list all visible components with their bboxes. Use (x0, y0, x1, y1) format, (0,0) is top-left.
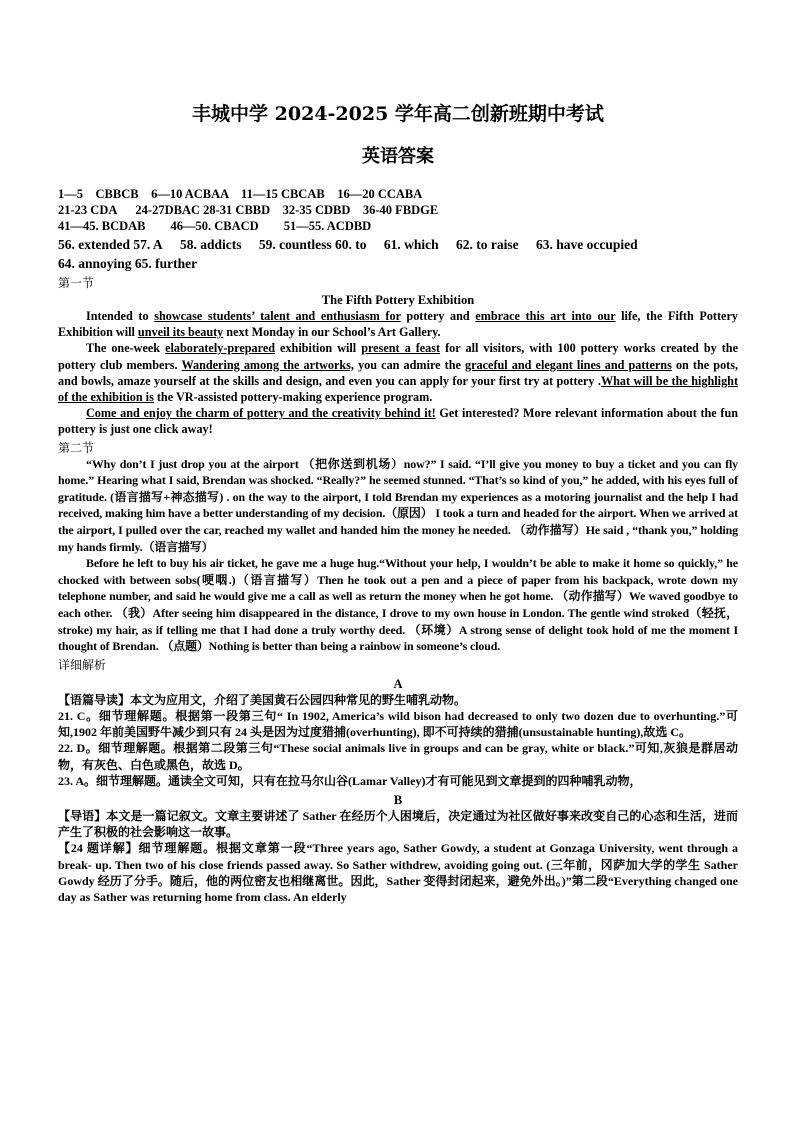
answer-document (58, 100, 738, 905)
answer-key-row: 41—45. BCDAB 46—50. CBACD 51—55. ACDBD (58, 219, 372, 233)
question-explanation: 21. C。细节理解题。根据第一段第三句“ In 1902, America’s wild bison had decreased to only two dozen due to overhunting.”可知,1902 年前美国野牛减少到只有 24 头是因为过度猎捕(overhunting), 即不可持续的猎捕(unsustainable hunting),故选 C。 (58, 708, 738, 740)
page-title: 丰城中学 2024-2025 学年高二创新班期中考试 (192, 103, 604, 125)
answer-key-row: 1—5 CBBCB 6—10 ACBAA 11—15 CBCAB 16—20 CCABA (58, 187, 423, 201)
fill-in-item: 63. have occupied (536, 237, 638, 252)
answer-key-row: 21-23 CDA 24-27DBAC 28-31 CBBD 32-35 CDBD 36-40 FBDGE (58, 203, 439, 217)
fill-in-item: 56. extended 57. A (58, 237, 163, 252)
reading-guide: 【导语】本文是一篇记叙文。文章主要讲述了 Sather 在经历个人困境后，决定通过为社区做好事来改变自己的心态和生活，进而产生了积极的社会影响这一故事。 (58, 808, 738, 840)
answer-key (58, 186, 738, 234)
essay-paragraph: The one-week elaborately-prepared exhibition will present a feast for all visitors, with 100 pottery works created by the pottery club members. Wandering among the artworks, you can admire the graceful and elegant lines and patterns on the pots, and bowls, amaze yourself at the skills and design, and even you can apply for your first try at pottery .What will be the highlight of the exhibition is the VR-assisted pottery-making experience program. (58, 341, 739, 405)
fill-in-item: 58. addicts (180, 237, 242, 252)
essay-paragraph: Come and enjoy the charm of pottery and the creativity behind it! Get interested? More relevant information about the fun pottery is just one click away! (58, 406, 739, 437)
section-label: 第一节 (58, 276, 95, 290)
fill-in-item: 59. countless 60. to (258, 237, 367, 252)
section-label: 第二节 (58, 440, 95, 455)
story-paragraph: Before he left to buy his air ticket, he gave me a huge hug.“Without your help, I wouldn’t be able to make it home so quickly,” he chocked with between sobs(哽咽.)（语言描写）Then he took out a pen and a piece of paper from his backpack, wrote down my telephone number, and said he would give me a call as well as return the money when he got home. （动作描写）We waved goodbye to each other. （我）After seeing him disappeared in the distance, I drove to my own house in London. The gentle wind stroked（轻抚，stroke) my hair, as if telling me that I had done a truly worthy deed. （环境）A strong sense of delight took hold of me the moment I thought of Brendan. （点题）Nothing is better than being a rainbow in someone’s cloud. (58, 556, 738, 654)
analysis-label: 详细解析 (58, 657, 107, 672)
part-letter: A (393, 676, 403, 691)
fill-in-item: 64. annoying 65. further (58, 256, 198, 271)
question-explanation: 【24 题详解】细节理解题。根据文章第一段“Three years ago, Sather Gowdy, a student at Gonzaga University, went through a break- up. Then two of his close friends passed away. So Sather withdrew, avoiding going out. (三年前，冈萨加大学的学生 Sather Gowdy 经历了分手。随后，他的两位密友也相继离世。因此，Sather 变得封闭起来，避免外出。)”第二段“Everything changed one day as Sather was returning home from class. An elderly (58, 841, 738, 904)
part-letter: B (393, 792, 403, 807)
reading-guide: 【语篇导读】本文为应用文，介绍了美国黄石公园四种常见的野生哺乳动物。 (58, 692, 467, 707)
story-paragraph: “Why don’t I just drop you at the airport （把你送到机场）now?” I said. “I’ll give you money to buy a ticket and you can fly home.” Hearing what I said, Brendan was shocked. “Really?” he seemed stunned. “That’s so kind of you,” he added, with his eyes full of gratitude. (语言描写+神态描写) . on the way to the airport, I told Brendan my experiences as a motoring journalist and the help I had received, making him have a better understanding of my decision.（原因） I took a turn and headed for the airport. When we arrived at the airport, I pulled over the car, reached my wallet and handed him the money he needed. （动作描写）He said , “thank you,” holding my hands firmly.（语言描写） (58, 456, 738, 554)
page-subtitle: 英语答案 (362, 146, 434, 167)
essay-paragraph: Intended to showcase students’ talent and enthusiasm for pottery and embrace this art into our life, the Fifth Pottery Exhibition will unveil its beauty next Monday in our School’s Art Gallery. (58, 309, 738, 340)
question-explanation: 23. A。细节理解题。通读全文可知，只有在拉马尔山谷(Lamar Valley)才有可能见到文章提到的四种哺乳动物， (58, 773, 642, 788)
fill-in-item: 62. to raise (456, 237, 519, 252)
fill-in-item: 61. which (383, 237, 439, 252)
fill-in-answers (58, 235, 738, 273)
question-explanation: 22. D。细节理解题。根据第二段第三句“These social animals live in groups and can be gray, white or black.”可知,灰狼是群居动物，有灰色、白色或黑色，故选 D。 (58, 741, 738, 772)
essay-title: The Fifth Pottery Exhibition (321, 293, 475, 307)
